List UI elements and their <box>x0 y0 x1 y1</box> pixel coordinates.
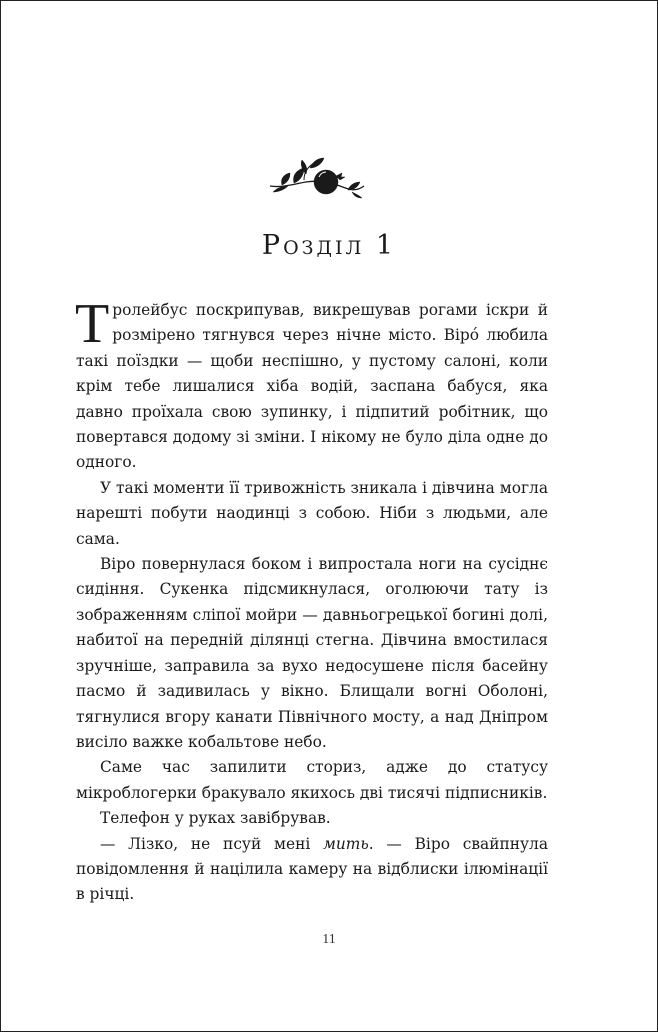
drop-cap: Т <box>75 293 110 355</box>
chapter-title: Розділ 1 <box>261 230 397 261</box>
paragraph-1 <box>75 293 548 476</box>
paragraph-4: Саме час запилити сториз, адже до статусу мікроблогерки бракувало якихось дві тисячі підписників. <box>76 758 548 802</box>
paragraph-6-end: . — Віро свайпнула повідомлення й націлила камеру на відблиски ілюмінації в річці. <box>76 834 548 904</box>
paragraph-6 <box>76 832 548 908</box>
paragraph-3: Віро повернулася боком і випростала ноги на сусіднє сидіння. Сукенка підсмикнулася, оголюючи тату із зображенням сліпої мойри — давньогрецької богині долі, набитої на передній ділянці стегна. Дівчина вмостилася зручніше, заправила за вухо недосушене після басейну пасмо й задивилась у вікно. Блищали вогні Оболоні, тягнулися вгору канати Північного мосту, а над Дніпром висіло важке кобальтове небо. <box>76 555 548 751</box>
body-text <box>75 293 548 908</box>
emphasis-word: мить <box>323 834 369 853</box>
paragraph-2: У такі моменти її тривожність зникала і дівчина могла нарешті побути наодинці з собою. Ніби з людьми, але сама. <box>76 478 548 548</box>
paragraph-1-text: ролейбус поскрипував, викрешував рогами іскри й розмірено тягнувся через нічне місто. Віро́ любила такі поїздки — щоби неспішно, у пустому салоні, коли крім тебе лишалися хіба водій, заспана бабуся, яка давно проїхала свою зупинку, і підпитий робітник, що повертався додому зі зміни. І нікому не було діла одне до одного. <box>76 301 548 472</box>
pomegranate-branch-icon <box>268 152 368 202</box>
paragraph-6-start: — Лізко, не псуй мені <box>100 834 324 853</box>
page-number: 11 <box>322 932 336 947</box>
paragraph-5: Телефон у руках завібрував. <box>100 809 331 828</box>
